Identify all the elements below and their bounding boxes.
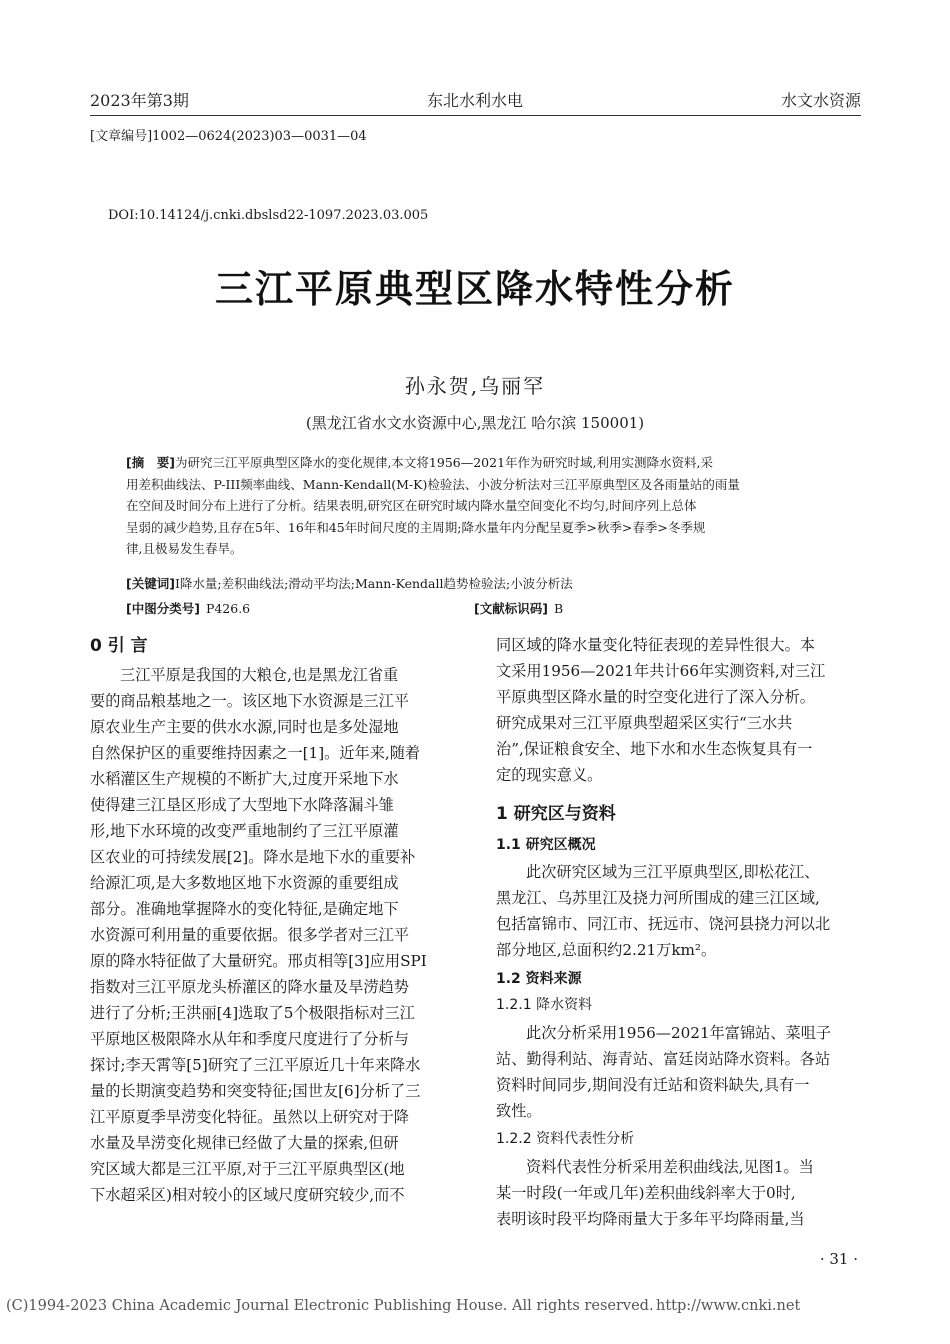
- left-line-7: 形,地下水环境的改变严重地制约了三江平原灌: [90, 822, 399, 840]
- keywords: [126, 573, 573, 595]
- abstract-line-3: 在空间及时间分布上进行了分析。结果表明,研究区在研究时域内降水量空间变化不均匀,时间序列上总体: [126, 498, 697, 513]
- body-1-2-2-line-2: 某一时段(一年或几年)差积曲线斜率大于0时,: [496, 1184, 796, 1202]
- classification-value: P426.6: [205, 601, 251, 616]
- article-id: [文章编号]1002—0624(2023)03—0031—04: [90, 129, 367, 144]
- subsection-1-2-2: 1.2.2 资料代表性分析: [496, 1131, 635, 1147]
- right-intro: [496, 632, 825, 788]
- page-number: · 31 ·: [819, 1250, 858, 1268]
- abstract-line-4: 呈弱的减少趋势,且存在5年、16年和45年时间尺度的主周期;降水量年内分配呈夏季>秋季>春季>冬季规: [126, 519, 706, 535]
- left-line-15: 平原地区极限降水从年和季度尺度进行了分析与: [90, 1030, 409, 1048]
- abstract-label: [摘 要]: [126, 455, 175, 470]
- left-line-14: 进行了分析;王洪丽[4]选取了5个极限指标对三江: [90, 1004, 415, 1022]
- left-line-4: 自然保护区的重要维持因素之一[1]。近年来,随着: [90, 744, 421, 762]
- header-column: 水文水资源: [780, 91, 861, 110]
- abstract: [126, 452, 740, 560]
- doi: DOI:10.14124/j.cnki.dbslsd22-1097.2023.03.005: [108, 208, 429, 223]
- subsection-1-1: 1.1 研究区概况: [496, 837, 596, 853]
- header-issue: 2023年第3期: [90, 91, 189, 110]
- affiliation: (黑龙江省水文水资源中心,黑龙江 哈尔滨 150001): [305, 414, 645, 432]
- header-journal: 东北水利水电: [426, 91, 523, 110]
- left-column-body: [90, 662, 427, 1208]
- body-1-2-1-line-1: 此次分析采用1956—2021年富锦站、菜咀子: [526, 1024, 832, 1042]
- keywords-label: [关键词]: [126, 576, 175, 591]
- section-0-title: 0 引 言: [90, 636, 148, 656]
- right-intro-line-1: 同区域的降水量变化特征表现的差异性很大。本: [496, 636, 815, 654]
- right-intro-line-4: 研究成果对三江平原典型超采区实行“三水共: [496, 714, 793, 732]
- document-code: [474, 598, 563, 620]
- right-intro-line-2: 文采用1956—2021年共计66年实测资料,对三江: [496, 662, 826, 680]
- right-intro-line-5: 治”,保证粮食安全、地下水和水生态恢复具有一: [496, 740, 813, 758]
- left-line-8: 区农业的可持续发展[2]。降水是地下水的重要补: [90, 848, 416, 866]
- body-1-2-2: [496, 1154, 814, 1232]
- left-line-21: 下水超采区)相对较小的区域尺度研究较少,而不: [90, 1186, 405, 1204]
- left-line-18: 江平原夏季旱涝变化特征。虽然以上研究对于降: [90, 1108, 409, 1126]
- body-1-2-1-line-3: 资料时间同步,期间没有迁站和资料缺失,具有一: [496, 1076, 810, 1094]
- body-1-2-2-line-3: 表明该时段平均降雨量大于多年平均降雨量,当: [496, 1210, 805, 1228]
- left-line-6: 使得建三江垦区形成了大型地下水降落漏斗雏: [90, 796, 394, 814]
- left-line-12: 原的降水特征做了大量研究。邢贞相等[3]应用SPI: [90, 952, 427, 970]
- left-line-3: 原农业生产主要的供水水源,同时也是多处湿地: [90, 718, 399, 736]
- right-intro-line-3: 平原典型区降水量的时空变化进行了深入分析。: [496, 688, 815, 706]
- left-line-2: 要的商品粮基地之一。该区地下水资源是三江平: [90, 692, 409, 710]
- paper-title: 三江平原典型区降水特性分析: [214, 267, 735, 311]
- subsection-1-2-1: 1.2.1 降水资料: [496, 997, 593, 1013]
- classification-label: [中图分类号]: [126, 601, 200, 616]
- section-1-title: 1 研究区与资料: [496, 804, 616, 824]
- left-line-9: 给源汇项,是大多数地区地下水资源的重要组成: [90, 874, 399, 892]
- body-1-2-1-line-4: 致性。: [496, 1102, 542, 1120]
- classification: [126, 598, 250, 620]
- left-line-1: 三江平原是我国的大粮仓,也是黑龙江省重: [120, 666, 399, 684]
- left-line-13: 指数对三江平原龙头桥灌区的降水量及旱涝趋势: [90, 978, 409, 996]
- body-1-2-1: [496, 1020, 831, 1124]
- authors: 孙永贺,乌丽罕: [404, 374, 546, 398]
- body-1-2-2-line-1: 资料代表性分析采用差积曲线法,见图1。当: [526, 1158, 814, 1176]
- document-code-value: B: [553, 601, 564, 616]
- document-code-label: [文献标识码]: [474, 601, 548, 616]
- right-intro-line-6: 定的现实意义。: [496, 766, 603, 784]
- keywords-text: I降水量;差积曲线法;滑动平均法;Mann-Kendall趋势检验法;小波分析法: [174, 576, 573, 591]
- abstract-line-2: 用差积曲线法、P-III频率曲线、Mann-Kendall(M-K)检验法、小波分析法对三江平原典型区及各雨量站的雨量: [126, 476, 740, 492]
- body-1-1-line-2: 黑龙江、乌苏里江及挠力河所围成的建三江区域,: [496, 889, 820, 907]
- subsection-1-2: 1.2 资料来源: [496, 971, 582, 987]
- body-1-1-line-1: 此次研究区域为三江平原典型区,即松花江、: [526, 863, 820, 881]
- body-1-1: [496, 859, 830, 963]
- abstract-line-5: 律,且极易发生春旱。: [126, 541, 243, 556]
- body-1-1-line-4: 部分地区,总面积约2.21万km²。: [496, 941, 717, 959]
- left-line-20: 究区域大都是三江平原,对于三江平原典型区(地: [90, 1160, 405, 1178]
- footer-copyright: (C)1994-2023 China Academic Journal Electronic Publishing House. All rights reserved.: [6, 1298, 654, 1314]
- left-line-19: 水量及旱涝变化规律已经做了大量的探索,但研: [90, 1134, 399, 1152]
- body-1-2-1-line-2: 站、勤得利站、海青站、富廷岗站降水资料。各站: [496, 1050, 831, 1068]
- left-line-17: 量的长期演变趋势和突变特征;国世友[6]分析了三: [90, 1082, 421, 1100]
- header-rule: [90, 115, 861, 116]
- left-line-11: 水资源可利用量的重要依据。很多学者对三江平: [90, 926, 409, 944]
- left-line-5: 水稻灌区生产规模的不断扩大,过度开采地下水: [90, 770, 399, 788]
- left-line-16: 探讨;李天霄等[5]研究了三江平原近几十年来降水: [90, 1056, 421, 1074]
- left-line-10: 部分。准确地掌握降水的变化特征,是确定地下: [90, 900, 399, 918]
- abstract-line-1: [摘 要]为研究三江平原典型区降水的变化规律,本文将1956—2021年作为研究时域,利用实测降水资料,采: [126, 455, 713, 470]
- body-1-1-line-3: 包括富锦市、同江市、抚远市、饶河县挠力河以北: [496, 915, 831, 933]
- footer-url[interactable]: http://www.cnki.net: [656, 1298, 801, 1314]
